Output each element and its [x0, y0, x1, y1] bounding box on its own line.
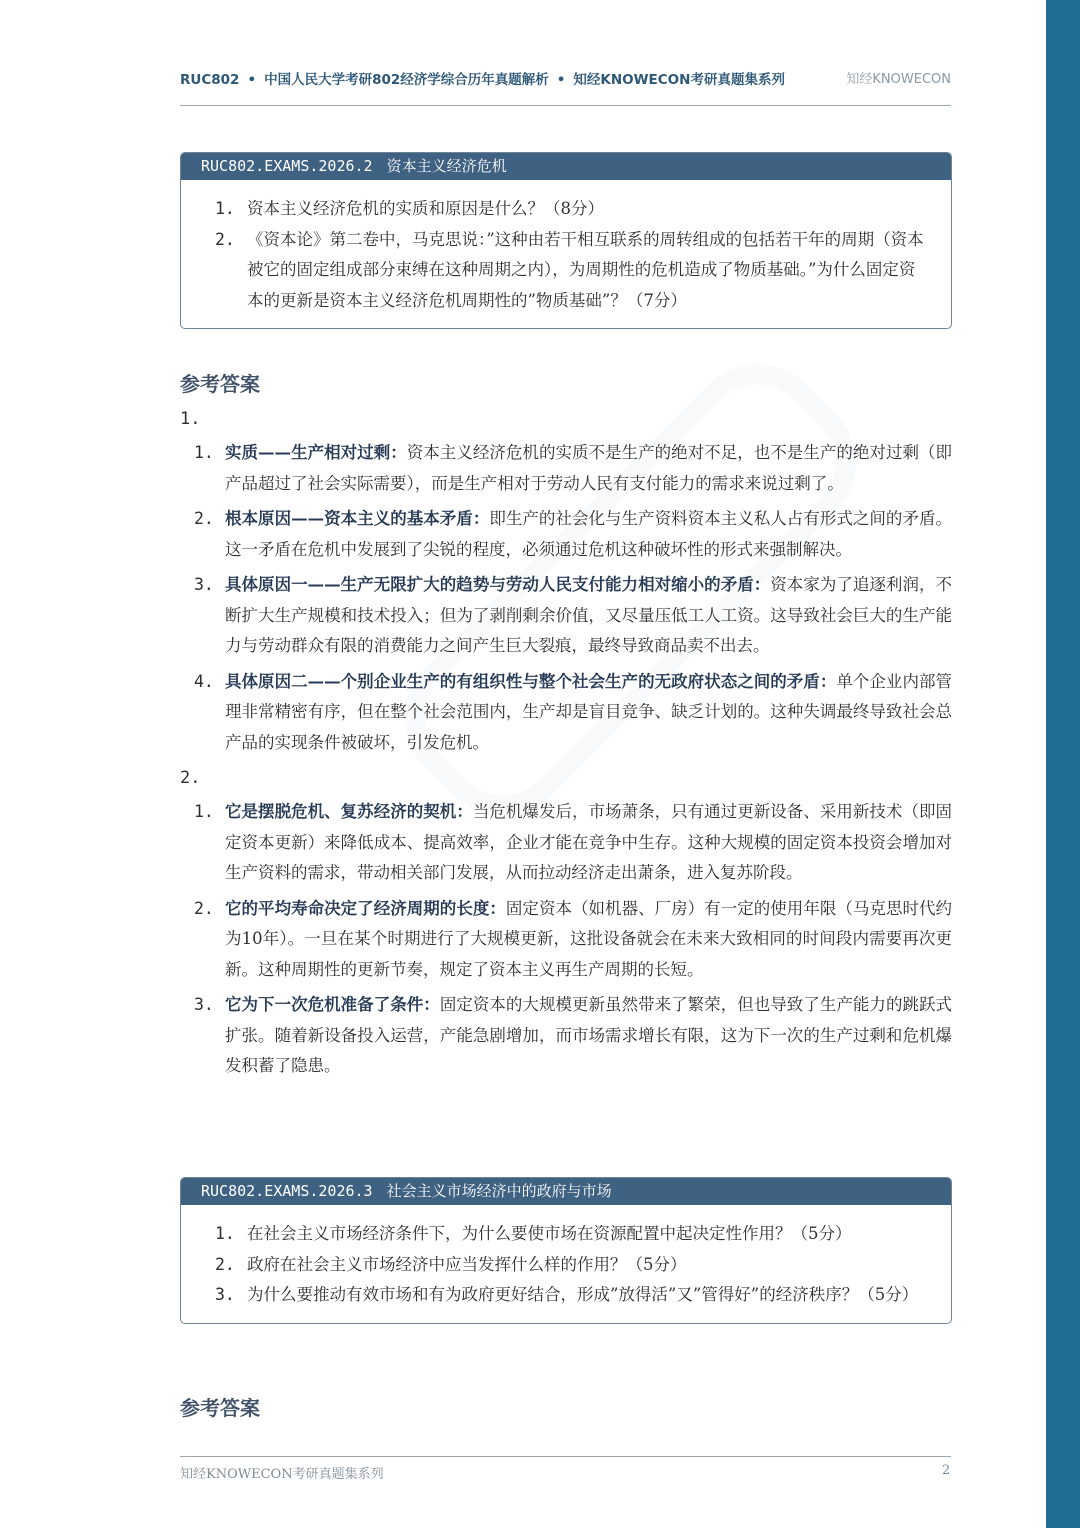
answer-item — [180, 667, 952, 759]
question-box-2026-3 — [180, 1177, 952, 1324]
question-box-2026-2 — [180, 152, 952, 329]
header-rule — [180, 105, 951, 106]
answer-heading: 参考答案 — [180, 372, 260, 396]
question-item — [215, 1250, 931, 1281]
footer-series-name: 知经KNOWECON考研真题集系列 — [180, 1467, 384, 1482]
question-number: 3. — [215, 1285, 235, 1304]
page-header — [180, 68, 951, 90]
header-separator: • — [247, 72, 257, 88]
question-item — [215, 225, 931, 317]
answer-item-number: 2. — [194, 898, 214, 918]
question-item — [215, 194, 931, 225]
answer-item-title: 实质——生产相对过剩： — [225, 443, 407, 462]
question-text: 《资本论》第二卷中，马克思说：”这种由若干相互联系的周转组成的包括若干年的周期（资本被它的固定组成部分束缚在这种周期之内），为周期性的危机造成了物质基础。”为什么固定资本的更新是资本主义经济危机周期性的”物质基础”？（7分） — [247, 229, 924, 310]
exam-code: RUC802.EXAMS.2026.2 — [201, 157, 373, 175]
answer-item-text: 当危机爆发后，市场萧条，只有通过更新设备、采用新技术（即固定资本更新）来降低成本、提高效率，企业才能在竞争中生存。这种大规模的固定资本投资会增加对生产资料的需求，带动相关部门发展，从而拉动经济走出萧条，进入复苏阶段。 — [225, 802, 953, 882]
header-series-name: 知经KNOWECON考研真题集系列 — [573, 72, 785, 88]
answer-item-number: 2. — [194, 509, 214, 528]
question-box-header — [181, 153, 951, 180]
question-item — [215, 1280, 931, 1311]
answer-item-number: 3. — [194, 995, 214, 1014]
question-number: 1. — [215, 1224, 235, 1243]
answer-item — [180, 797, 952, 889]
question-text: 在社会主义市场经济条件下，为什么要使市场在资源配置中起决定性作用？（5分） — [247, 1224, 852, 1243]
question-item — [215, 1219, 931, 1250]
question-box-header — [181, 1178, 951, 1205]
answer-item-number: 3. — [194, 575, 214, 594]
answer-item — [180, 570, 952, 662]
answer-item-title: 它是摆脱危机、复苏经济的契机： — [225, 802, 473, 821]
answer-part-number: 1. — [180, 409, 201, 429]
answer-item-title: 根本原因——资本主义的基本矛盾： — [225, 509, 490, 528]
exam-topic: 社会主义市场经济中的政府与市场 — [386, 1182, 612, 1200]
answer-item-text: 资本主义经济危机的实质不是生产的绝对不足，也不是生产的绝对过剩（即产品超过了社会实际需要），而是生产相对于劳动人民有支付能力的需求来说过剩了。 — [225, 443, 953, 493]
footer-rule — [180, 1456, 951, 1457]
side-accent-bar — [1046, 0, 1080, 1528]
answer-item-text: 固定资本（如机器、厂房）有一定的使用年限（马克思时代约为10年）。一旦在某个时期进行了大规模更新，这批设备就会在未来大致相同的时间段内需要再次更新。这种周期性的更新节奏，规定了资本主义再生产周期的长短。 — [225, 898, 953, 979]
answer-item-number: 1. — [194, 802, 214, 821]
answer-item — [180, 438, 952, 499]
exam-code: RUC802.EXAMS.2026.3 — [201, 1182, 373, 1200]
answer-item-title: 具体原因一——生产无限扩大的趋势与劳动人民支付能力相对缩小的矛盾： — [225, 575, 771, 594]
answer-item — [180, 990, 952, 1082]
answer-item-number: 1. — [194, 443, 214, 462]
header-series-code: RUC802 — [180, 72, 240, 88]
answer-item-text: 固定资本的大规模更新虽然带来了繁荣，但也导致了生产能力的跳跃式扩张。随着新设备投入运营，产能急剧增加，而市场需求增长有限，这为下一次的生产过剩和危机爆发积蓄了隐患。 — [225, 995, 953, 1075]
answer-item-title: 它为下一次危机准备了条件： — [225, 995, 440, 1014]
question-list — [181, 180, 951, 328]
question-number: 2. — [215, 1254, 235, 1274]
answer-section — [180, 404, 952, 1087]
answer-heading: 参考答案 — [180, 1396, 260, 1420]
answer-item — [180, 894, 952, 986]
answer-item-title: 具体原因二——个别企业生产的有组织性与整个社会生产的无政府状态之间的矛盾： — [225, 671, 837, 691]
answer-item-title: 它的平均寿命决定了经济周期的长度： — [225, 898, 506, 918]
exam-topic: 资本主义经济危机 — [386, 157, 507, 175]
answer-item-number: 4. — [194, 671, 214, 691]
question-number: 2. — [215, 229, 235, 249]
header-separator: • — [556, 72, 566, 88]
question-text: 为什么要推动有效市场和有为政府更好结合，形成”放得活”又”管得好”的经济秩序？（5分） — [247, 1285, 919, 1304]
answer-part-number: 2. — [180, 768, 201, 788]
answer-item — [180, 504, 952, 565]
header-title: 中国人民大学考研802经济学综合历年真题解析 — [264, 72, 549, 88]
question-text: 资本主义经济危机的实质和原因是什么？（8分） — [247, 199, 604, 218]
page-number: 2 — [942, 1463, 951, 1478]
header-left — [180, 68, 785, 88]
answer-item-text: 单个企业内部管理非常精密有序，但在整个社会范围内，生产却是盲目竞争、缺乏计划的。这种失调最终导致社会总产品的实现条件被破坏，引发危机。 — [225, 671, 953, 752]
question-text: 政府在社会主义市场经济中应当发挥什么样的作用？（5分） — [247, 1254, 687, 1274]
answer-item-text: 资本家为了追逐利润，不断扩大生产规模和技术投入；但为了剥削剩余价值，又尽量压低工人工资。这导致社会巨大的生产能力与劳动群众有限的消费能力之间产生巨大裂痕，最终导致商品卖不出去。 — [225, 575, 953, 655]
header-brand: 知经KNOWECON — [846, 72, 951, 87]
question-list — [181, 1205, 951, 1323]
question-number: 1. — [215, 199, 235, 218]
answer-item-text: 即生产的社会化与生产资料资本主义私人占有形式之间的矛盾。这一矛盾在危机中发展到了尖锐的程度，必须通过危机这种破坏性的形式来强制解决。 — [225, 509, 953, 559]
